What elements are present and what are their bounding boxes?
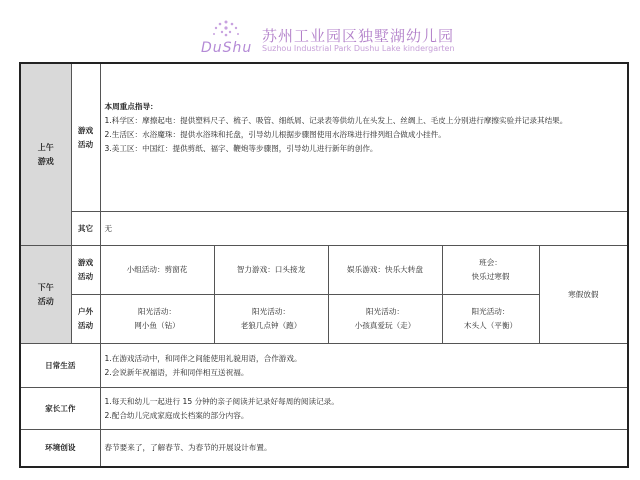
focus-item-science: 1.科学区：摩擦起电：提供塑料尺子、梳子、吸管、细纸屑、记录表等供幼儿在头发上、丝绸上、毛皮上分别进行摩擦实验并记录其结果。: [104, 116, 568, 125]
document-header: [0, 0, 640, 62]
outdoor-activity-1: 阳光活动： 网小鱼（钻）: [100, 294, 214, 343]
other-label: 其它: [71, 211, 100, 245]
game-group-activity: 小组活动：剪窗花: [100, 245, 214, 294]
outdoor-activity-2: 阳光活动： 老狼几点钟（跑）: [214, 294, 328, 343]
school-name-en: Suzhou Industrial Park Dushu Lake kindergarten: [262, 44, 455, 53]
environment-label: 环境创设: [20, 429, 100, 467]
home-work-label: 家长工作: [20, 387, 100, 429]
outdoor-activity-3: 阳光活动： 小孩真爱玩（走）: [328, 294, 442, 343]
class-meeting: 班会： 快乐过寒假: [442, 245, 539, 294]
game-entertainment: 娱乐游戏：快乐大转盘: [328, 245, 442, 294]
afternoon-game-label: 游戏 活动: [71, 245, 100, 294]
game-puzzle: 智力游戏：口头接龙: [214, 245, 328, 294]
winter-break-cell: 寒假放假: [539, 245, 628, 343]
outdoor-activity-4: 阳光活动： 木头人（平衡）: [442, 294, 539, 343]
weekly-plan-table: [19, 62, 629, 468]
focus-item-life: 2.生活区：水浴魔珠：提供水浴珠和托盘，引导幼儿根据步骤图使用水浴珠进行排列组合做成小挂件。: [104, 130, 446, 139]
other-value: 无: [100, 211, 628, 245]
focus-title: 本周重点指导：: [104, 102, 158, 111]
morning-game-label: 游戏 活动: [71, 63, 100, 211]
morning-focus-cell: [100, 63, 628, 211]
afternoon-label: 下午 活动: [20, 245, 71, 343]
daily-life-label: 日常生活: [20, 343, 100, 387]
school-name-cn: 苏州工业园区独墅湖幼儿园: [262, 27, 455, 45]
morning-label: 上午 游戏: [20, 63, 71, 245]
environment-content: 春节要来了，了解春节、为春节的开展设计布置。: [100, 429, 628, 467]
home-work-content: 1.每天和幼儿一起进行 15 分钟的亲子阅读并记录好每周的阅读记录。 2.配合幼儿完成家庭成长档案的部分内容。: [100, 387, 628, 429]
daily-life-content: 1.在游戏活动中，和同伴之间能使用礼貌用语，合作游戏。 2.会说新年祝福语，并和同伴相互送祝福。: [100, 343, 628, 387]
logo-text: DuShu: [201, 40, 253, 56]
outdoor-label: 户外 活动: [71, 294, 100, 343]
focus-item-art: 3.美工区：中国红：提供剪纸、福字、鞭炮等步骤图，引导幼儿进行新年的创作。: [104, 144, 378, 153]
